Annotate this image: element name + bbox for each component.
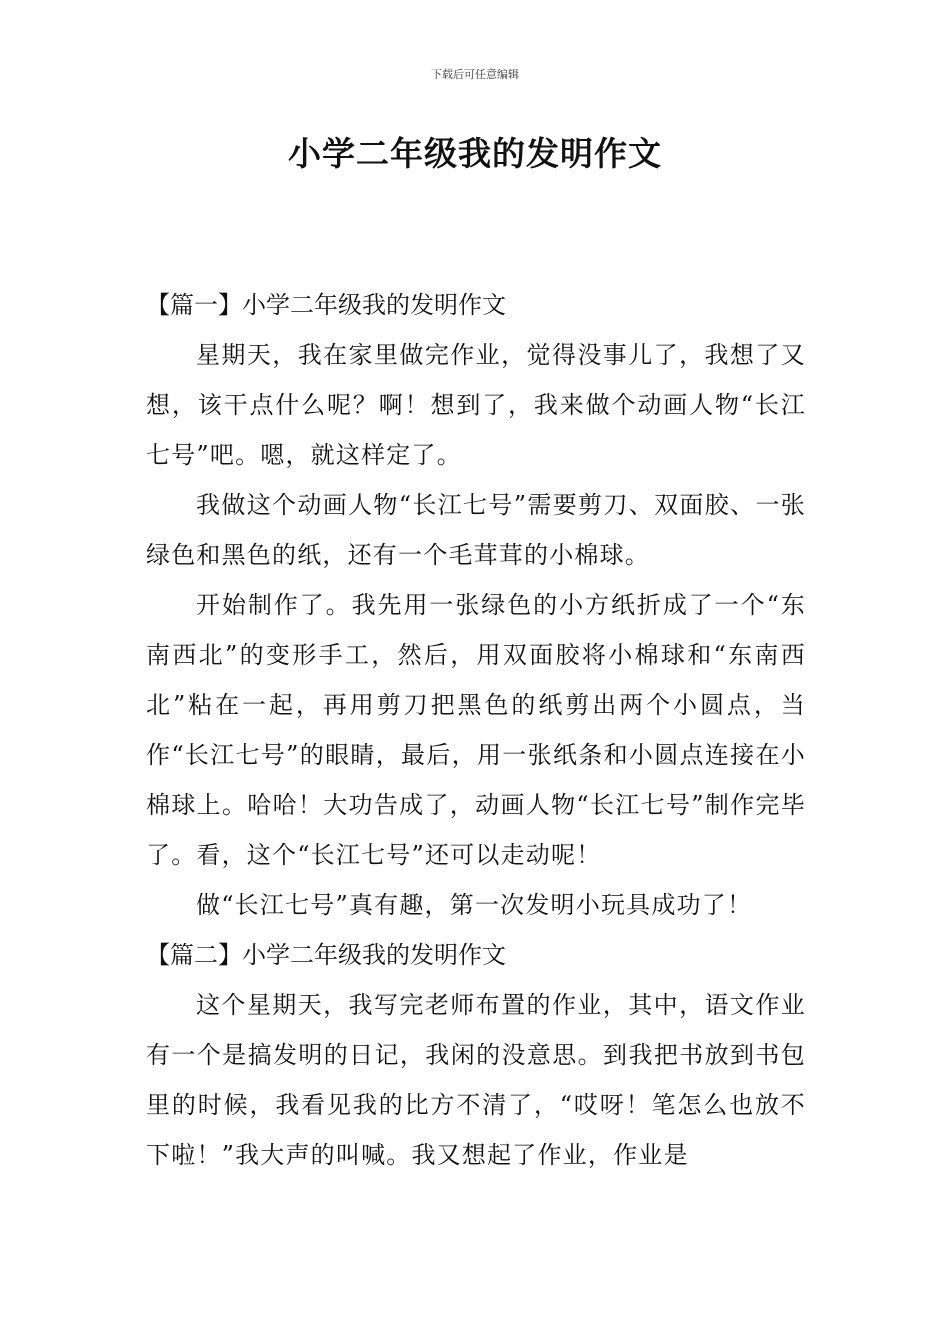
paragraph: 星期天，我在家里做完作业，觉得没事儿了，我想了又想，该干点什么呢？啊！想到了，我来做个动画人物“长江七号”吧。嗯，就这样定了。 [146,341,806,469]
section-2 [146,930,806,1180]
section-1 [146,280,806,930]
section-heading: 【篇二】小学二年级我的发明作文 [146,941,506,969]
section-heading: 【篇一】小学二年级我的发明作文 [146,291,506,319]
paragraph: 做“长江七号”真有趣，第一次发明小玩具成功了！ [196,891,753,919]
paragraph: 这个星期天，我写完老师布置的作业，其中，语文作业有一个是搞发明的日记，我闲的没意思。到我把书放到书包里的时候，我看见我的比方不清了，“哎呀！笔怎么也放不下啦！”我大声的叫喊。我又想起了作业，作业是 [146,991,806,1169]
document-body [146,280,806,1180]
paragraph: 开始制作了。我先用一张绿色的小方纸折成了一个“东南西北”的变形手工，然后，用双面胶将小棉球和“东南西北”粘在一起，再用剪刀把黑色的纸剪出两个小圆点，当作“长江七号”的眼睛，最后，用一张纸条和小圆点连接在小棉球上。哈哈！大功告成了，动画人物“长江七号”制作完毕了。看，这个“长江七号”还可以走动呢！ [146,591,806,869]
document-title: 小学二年级我的发明作文 [288,134,662,173]
header-note: 下载后可任意编辑 [431,68,519,81]
paragraph: 我做这个动画人物“长江七号”需要剪刀、双面胶、一张绿色和黑色的纸，还有一个毛茸茸的小棉球。 [146,491,806,569]
